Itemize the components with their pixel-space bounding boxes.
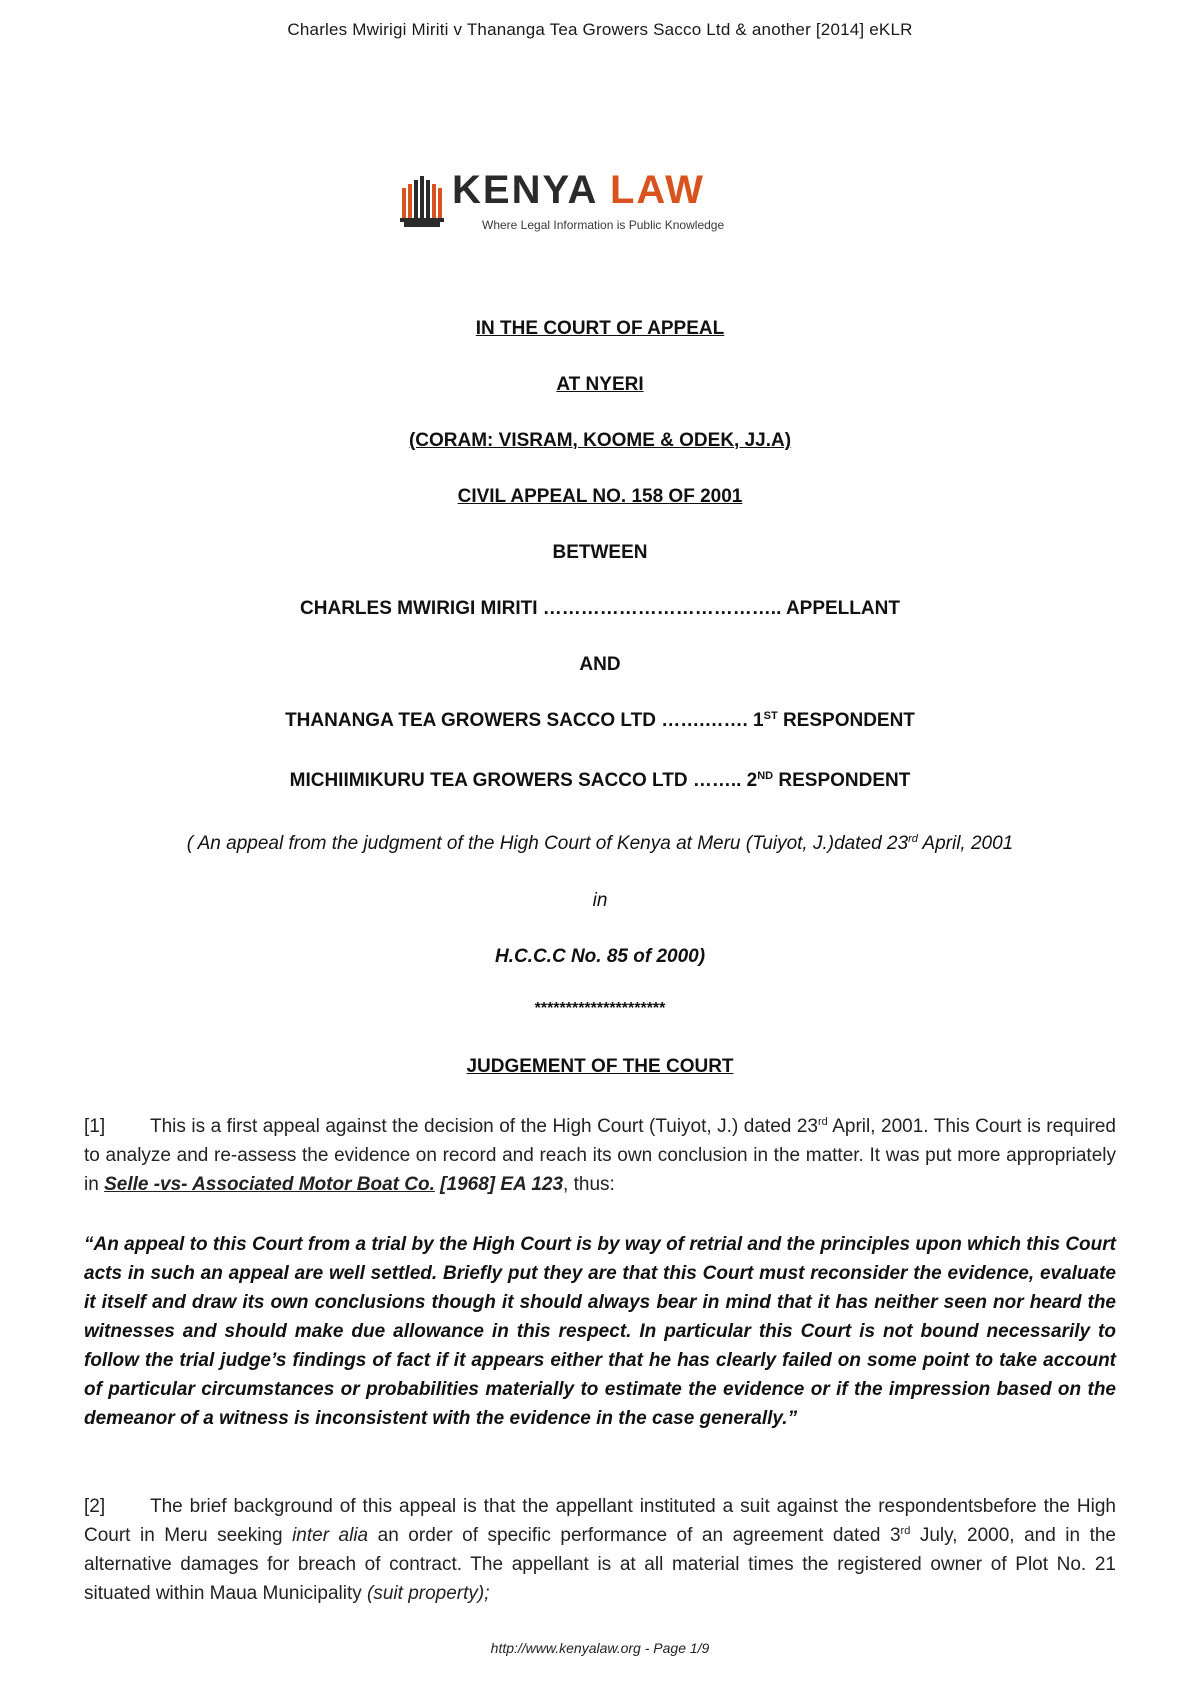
page-footer: http://www.kenyalaw.org - Page 1/9 <box>490 1640 710 1656</box>
court-location: AT NYERI <box>556 374 644 395</box>
logo-word-kenya: KENYA <box>452 168 597 212</box>
running-header: Charles Mwirigi Miriti v Thananga Tea Growers Sacco Ltd & another [2014] eKLR <box>287 20 913 39</box>
paragraph-number: [1] <box>84 1116 106 1137</box>
paragraph-2: [2] The brief background of this appeal is that the appellant instituted a suit against the respondentsbefore the High Court in Meru seeking inter alia an order of specific performance of an agreement dated 3rd July, 2000, and in the alternative damages for breach of contract. The appellant is at all material times the registered owner of Plot No. 21 situated within Maua Municipality (suit property); <box>84 1492 1116 1608</box>
paragraph-1: [1] This is a first appeal against the decision of the High Court (Tuiyot, J.) dated 23rd April, 2001. This Court is required to analyze and re-assess the evidence on record and reach its own conclusion in the matter. It was put more appropriately in Selle -vs- Associated Motor Boat Co. [1968] EA 123, thus: <box>84 1112 1116 1199</box>
judgement-title: JUDGEMENT OF THE COURT <box>466 1056 734 1077</box>
respondent-2-line: MICHIIMIKURU TEA GROWERS SACCO LTD …….. 2ND RESPONDENT <box>289 770 911 791</box>
paragraph-number: [2] <box>84 1496 106 1517</box>
separator-stars: ********************* <box>534 1000 666 1017</box>
between-label: BETWEEN <box>552 542 648 563</box>
respondent-1-line: THANANGA TEA GROWERS SACCO LTD …….……. 1ST RESPONDENT <box>285 710 915 731</box>
columns-logo-icon <box>400 174 446 230</box>
appeal-origin: ( An appeal from the judgment of the High Court of Kenya at Meru (Tuiyot, J.)dated 23rd April, 2001 <box>186 833 1014 854</box>
logo-tagline: Where Legal Information is Public Knowledge <box>482 218 725 232</box>
and-label: AND <box>579 654 621 675</box>
kenya-law-logo <box>400 168 740 248</box>
appellant-line: CHARLES MWIRIGI MIRITI ……………………………….. APPELLANT <box>300 598 900 619</box>
hccc-reference: H.C.C.C No. 85 of 2000) <box>494 946 706 967</box>
coram: (CORAM: VISRAM, KOOME & ODEK, JJ.A) <box>408 430 792 451</box>
case-number: CIVIL APPEAL NO. 158 OF 2001 <box>457 486 743 507</box>
logo-word-law: LAW <box>610 168 705 212</box>
logo-wordmark <box>452 168 705 213</box>
court-name: IN THE COURT OF APPEAL <box>475 318 725 339</box>
case-citation: Selle -vs- Associated Motor Boat Co. [1968] EA 123 <box>104 1174 564 1195</box>
in-label: in <box>592 890 608 911</box>
quoted-passage: “An appeal to this Court from a trial by the High Court is by way of retrial and the principles upon which this Court acts in such an appeal are well settled. Briefly put they are that this Court must reconsider the evidence, evaluate it itself and draw its own conclusions though it should always bear in mind that it has neither seen nor heard the witnesses and should make due allowance in this respect. In particular this Court is not bound necessarily to follow the trial judge’s findings of fact if it appears either that he has clearly failed on some point to take account of particular circumstances or probabilities materially to estimate the evidence or if the impression based on the demeanor of a witness is inconsistent with the evidence in the case generally.” <box>84 1234 1116 1429</box>
